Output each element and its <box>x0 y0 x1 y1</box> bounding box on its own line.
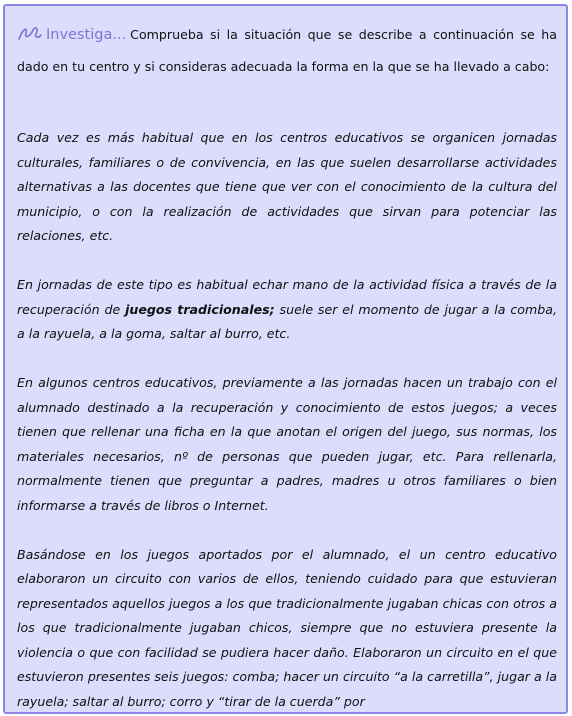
paragraph-juegos-end: suele ser el momento de jugar a la comba, a la rayuela, a la goma, saltar al burro, etc. <box>17 301 557 341</box>
intro-paragraph <box>17 20 557 81</box>
intro-text: Comprueba si la situación que se describe a continuación se ha dado en tu centro y si consideras adecuada la forma en la que se ha llevado a cabo: <box>17 27 557 74</box>
juegos-tradicionales-term: juegos tradicionales; <box>125 301 275 317</box>
investiga-box <box>3 4 568 714</box>
section-heading: Investiga... <box>46 27 127 43</box>
paragraph-juegos <box>17 273 557 347</box>
paragraph-juegos-start: En jornadas de este tipo es habitual echar mano de la actividad física a través de la recuperación de <box>17 277 557 317</box>
paragraph-jornadas: Cada vez es más habitual que en los centros educativos se organicen jornadas culturales, familiares o de convivencia, en las que suelen desarrollarse actividades alternativas a las docentes que tiene que ver con el conocimiento de la cultura del municipio, o con la realización de actividades que sirvan para potenciar las relaciones, etc. <box>17 130 557 243</box>
body-text <box>17 126 557 714</box>
pencil-icon <box>17 23 43 52</box>
paragraph-ficha: En algunos centros educativos, previamente a las jornadas hacen un trabajo con el alumnado destinado a la recuperación y conocimiento de estos juegos; a veces tienen que rellenar una ficha en la que anotan el origen del juego, sus normas, los materiales necesarios, nº de personas que pueden jugar, etc. Para rellenarla, normalmente tienen que preguntar a padres, madres u otros familiares o bien informarse a través de libros o Internet. <box>17 375 557 513</box>
paragraph-circuito: Basándose en los juegos aportados por el alumnado, el un centro educativo elaboraron un circuito con varios de ellos, teniendo cuidado para que estuvieran representados aquellos juegos a los que tradicionalmente jugaban chicas con otros a los que tradicionalmente jugaban chicos, siempre que no estuviera presente la violencia o que con facilidad se pudiera hacer daño. Elaboraron un circuito en el que estuvieron presentes seis juegos: comba; hacer un circuito “a la carretilla”, jugar a la rayuela; saltar al burro; corro y “tirar de la cuerda” por <box>17 546 557 709</box>
